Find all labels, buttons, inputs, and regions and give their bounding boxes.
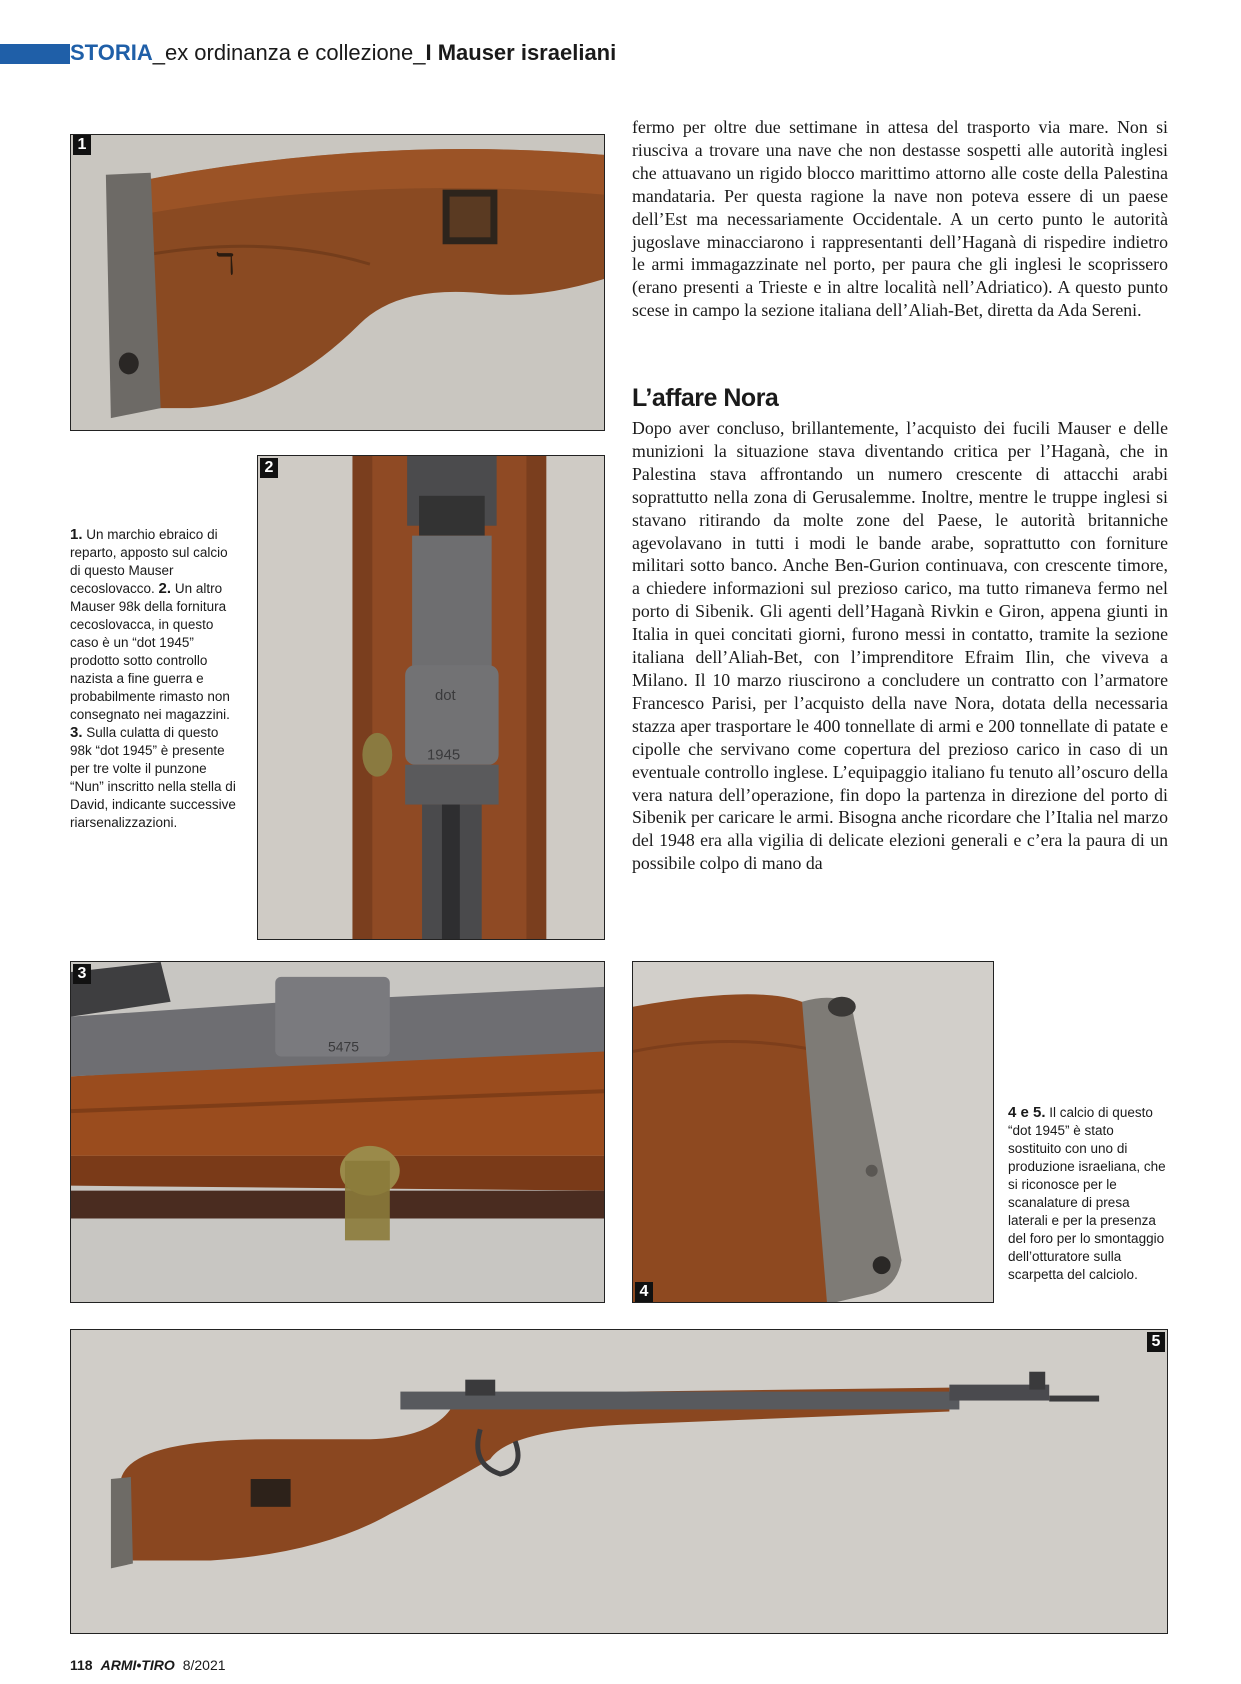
- article-column-top: [632, 116, 1168, 322]
- engraving-dot: dot: [434, 686, 456, 704]
- photo-5-number: 5: [1147, 1332, 1165, 1352]
- page-number: 118: [70, 1657, 93, 1673]
- photo-5-image: [71, 1330, 1167, 1633]
- running-header: [70, 40, 616, 66]
- photo-4-number: 4: [635, 1282, 653, 1302]
- photo-1-number: 1: [73, 135, 91, 155]
- issue-number: 8/2021: [182, 1657, 226, 1673]
- photo-5-full-rifle: [70, 1329, 1168, 1634]
- header-accent-bar: [0, 44, 70, 64]
- article-subheading: L’affare Nora: [632, 384, 779, 412]
- header-subsection: _ex ordinanza e collezione_: [152, 40, 426, 65]
- engraving-serial: 5475: [328, 1038, 360, 1055]
- article-column-bottom: [632, 417, 1168, 875]
- photo-4-butt-plate: [632, 961, 994, 1303]
- header-title: I Mauser israeliani: [425, 40, 617, 65]
- header-section: STORIA: [70, 40, 153, 65]
- photo-2-image: [258, 456, 604, 939]
- caption-photos-1-3: 1. Un marchio ebraico di reparto, apposto sul calcio di questo Mauser cecoslovacco. 2. Un altro Mauser 98k della fornitura cecoslovacca, in questo caso è un “dot 1945” prodotto sotto controllo nazista a fine guerra e probabilmente rimasto non consegnato nei magazzini. 3. Sulla culatta di questo 98k “dot 1945” è presente per tre volte il punzone “Nun” inscritto nella stella di David, indicante successive riarsenalizzazioni.: [70, 526, 236, 830]
- article-paragraph-1: fermo per oltre due settimane in attesa del trasporto via mare. Non si riusciva a trovare una nave che non destasse sospetti alle autorità inglesi che attuavano un rigido blocco marittimo attorno alle coste della Palestina mandataria. Per questa ragione la nave non poteva essere di un paese dell’Est ma necessariamente Occidentale. A un certo punto le autorità jugoslave minacciarono i rappresentanti dell’Haganà di rispedire indietro le armi immagazzinate nel porto, per paura che gli inglesi le scoprissero (erano presenti a Trieste e in altre località nell’Adriatico). A questo punto scese in campo la sezione italiana dell’Aliah-Bet, diretta da Ada Sereni.: [632, 117, 1168, 321]
- article-paragraph-2: Dopo aver concluso, brillantemente, l’acquisto dei fucili Mauser e delle munizioni la situazione stava diventando critica per l’Haganà, che in Palestina stava affrontando un numero crescente di attacchi arabi soprattutto nella zona di Gerusalemme. Inoltre, mentre le truppe inglesi si stavano ritirando da molte zone del Paese, le autorità britanniche agevolavano in tutti i modi le bande arabe, soprattutto con forniture militari sotto banco. Anche Ben-Gurion continuava, con crescente timore, a chiedere informazioni sul prezioso carico, ma tutto rimaneva fermo nel porto di Sibenik. Gli agenti dell’Haganà Rivkin e Giron, appena giunti in Italia in quei concitati giorni, furono messi in contatto, tramite la sezione italiana dell’Aliah-Bet, con l’imprenditore Efraim Ilin, che viveva a Milano. Il 10 marzo riuscirono a concludere un contratto con l’armatore Francesco Parisi, per l’acquisto della nave Nora, dotata della necessaria stazza aper trasportare le 400 tonnellate di armi e 200 tonnellate di patate e cipolle che servivano come copertura del prezioso carico in caso di un eventuale controllo inglese. L’equipaggio italiano fu tenuto all’oscuro della vera natura dell’operazione, fin dopo la partenza in direzione del porto di Sibenik per caricare le armi. Bisogna anche ricordare che l’Italia nel marzo del 1948 era alla vigilia di delicate elezioni generali e c’era la paura di un possibile colpo di mano da: [632, 418, 1168, 874]
- photo-3-number: 3: [73, 964, 91, 984]
- photo-1-butt-stock: [70, 134, 605, 431]
- magazine-logo: ARMI•TIRO: [100, 1657, 175, 1673]
- svg-text:ℸ: ℸ: [215, 248, 235, 282]
- engraving-1945: 1945: [427, 746, 461, 764]
- photo-2-receiver-top: [257, 455, 605, 940]
- photo-3-image: [71, 962, 604, 1302]
- page-footer: [70, 1657, 226, 1673]
- photo-1-image: [71, 135, 604, 430]
- photo-4-image: [633, 962, 993, 1302]
- caption-photos-4-5: 4 e 5. Il calcio di questo “dot 1945” è stato sostituito con uno di produzione israeliana, che si riconosce per le scanalature di presa laterali e per la presenza del foro per lo smontaggio dell’otturatore sulla scarpetta del calciolo.: [1008, 1104, 1166, 1282]
- photo-3-receiver-side: [70, 961, 605, 1303]
- photo-2-number: 2: [260, 458, 278, 478]
